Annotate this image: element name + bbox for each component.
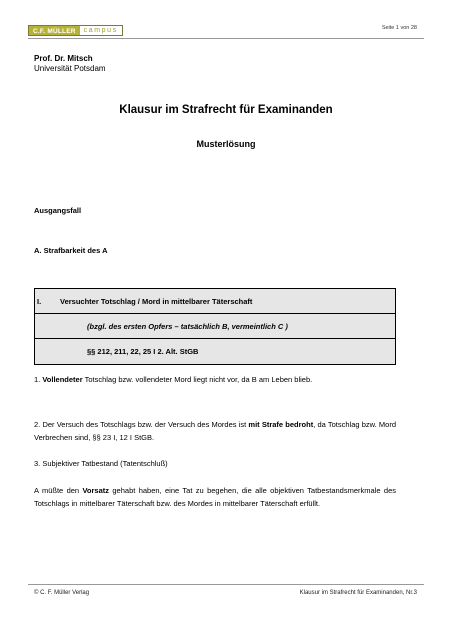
paragraph-2-text: , da Totschlag bzw. Mord Verbrechen sind, §§ 23 I, 12 I StGB. bbox=[34, 420, 397, 442]
footer-divider bbox=[28, 584, 424, 585]
header-divider bbox=[28, 38, 424, 39]
outline-box-header-row bbox=[35, 289, 395, 314]
publisher-logo bbox=[28, 25, 123, 36]
logo-left-text: C.F. MÜLLER bbox=[29, 26, 80, 35]
author-block bbox=[34, 54, 106, 74]
paragraph-2-bold: mit Strafe bedroht bbox=[248, 420, 314, 429]
paragraph-1 bbox=[34, 373, 396, 386]
paragraph-1-bold: Vollendeter bbox=[42, 375, 83, 384]
paragraph-4-text: gehabt haben, eine Tat zu begehen, die alle objektiven Tatbestandsmerkmale des Totschlags in mittelbarer Täterschaft bzw. des Mordes in mittelbarer Täterschaft erfüllt. bbox=[34, 486, 396, 508]
paragraph-1-text: Totschlag bzw. vollendeter Mord liegt nicht vor, da B am Leben blieb. bbox=[82, 375, 313, 384]
page-number: Seite 1 von 28 bbox=[381, 25, 417, 31]
section-heading: Ausgangsfall bbox=[34, 206, 82, 215]
paragraph-3: 3. Subjektiver Tatbestand (Tatentschluß) bbox=[34, 459, 168, 468]
outline-box-note: (bzgl. des ersten Opfers – tatsächlich B, vermeintlich C ) bbox=[87, 322, 288, 331]
paragraph-4 bbox=[34, 484, 396, 510]
outline-box-heading: Versuchter Totschlag / Mord in mittelbarer Täterschaft bbox=[60, 297, 253, 306]
document-title: Klausur im Strafrecht für Examinanden bbox=[119, 104, 333, 116]
author-name: Prof. Dr. Mitsch bbox=[34, 54, 93, 63]
author-institution: Universität Potsdam bbox=[34, 64, 106, 73]
paragraph-2 bbox=[34, 418, 396, 444]
outline-box-number: I. bbox=[37, 297, 42, 306]
outline-box-divider bbox=[35, 338, 395, 339]
paragraph-4-bold: Vorsatz bbox=[82, 486, 110, 495]
document-subtitle: Musterlösung bbox=[196, 139, 256, 149]
paragraph-1-number: 1. bbox=[34, 375, 43, 384]
footer-copyright: © C. F. Müller Verlag bbox=[34, 590, 90, 596]
outline-box-law-reference: §§ 212, 211, 22, 25 I 2. Alt. StGB bbox=[87, 347, 199, 356]
paragraph-4-start: A müßte den bbox=[34, 486, 83, 495]
outline-box bbox=[34, 288, 396, 365]
footer-document-name: Klausur im Strafrecht für Examinanden, Nr.3 bbox=[299, 590, 417, 596]
paragraph-2-start: 2. Der Versuch des Totschlags bzw. der Versuch des Mordes ist bbox=[34, 420, 249, 429]
subsection-heading: A. Strafbarkeit des A bbox=[34, 246, 108, 255]
logo-right-text: campus bbox=[80, 26, 122, 35]
